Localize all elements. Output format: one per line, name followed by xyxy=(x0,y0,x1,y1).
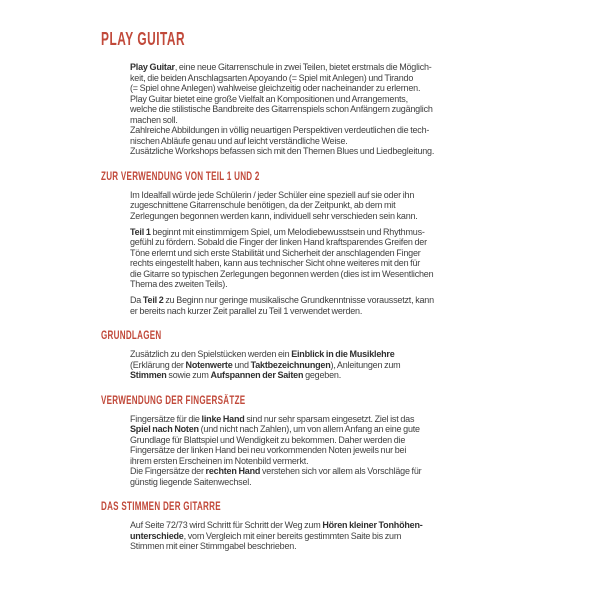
section-heading xyxy=(101,502,550,513)
section-heading-text: DAS STIMMEN DER GITARRE xyxy=(101,501,221,513)
section-heading-text: VERWENDUNG DER FINGERSÄTZE xyxy=(101,394,246,407)
section-verwendung-der-fingersaetze xyxy=(101,394,550,488)
page-title xyxy=(101,30,550,48)
body-paragraph: Da Teil 2 zu Beginn nur geringe musikalische Grundkenntnisse voraussetzt, kann er bereits nach kurzer Zeit parallel zu Teil 1 verwendet werden. xyxy=(130,295,434,316)
body-paragraph: Fingersätze für die linke Hand sind nur sehr sparsam eingesetzt. Ziel ist das Spiel nach Noten (und nicht nach Zahlen), um von allem Anfang an eine gute Grundlage für Blattspiel und Wendigkeit zu bekommen. Daher werden die Fingersätze der linken Hand bei neu vorkommenden Noten jeweils nur bei ihrem ersten Erscheinen im Notenbild vermerkt. Die Fingersätze der rechten Hand verstehen sich vor allem als Vorschläge für günstig liegende Saitenwechsel. xyxy=(130,413,422,487)
section-grundlagen xyxy=(101,330,550,381)
section-verwendung-teil-1-und-2 xyxy=(101,170,550,317)
section-heading-text: GRUNDLAGEN xyxy=(101,330,162,342)
body-paragraph: Teil 1 beginnt mit einstimmigem Spiel, um Melodiebewusstsein und Rhythmus- gefühl zu fördern. Sobald die Finger der linken Hand kraftsparendes Greifen der Töne erlernt und sich erste Stabilität und Sicherheit der anschlagenden Finger rechts eingestellt haben, kann aus technischer Sicht ohne weiteres mit den für die Gitarre so typischen Zerlegungen begonnen werden (dies ist im Wesentlichen Thema des zweiten Teils). xyxy=(130,226,434,289)
section-das-stimmen-der-gitarre xyxy=(101,501,550,552)
section-heading xyxy=(101,331,550,342)
body-paragraph: Zusätzlich zu den Spielstücken werden ein Einblick in die Musiklehre (Erklärung der Notenwerte und Taktbezeichnungen), Anleitungen zum Stimmen sowie zum Aufspannen der Saiten gegeben. xyxy=(130,349,401,380)
section-heading xyxy=(101,396,550,407)
body-paragraph: Auf Seite 72/73 wird Schritt für Schritt der Weg zum Hören kleiner Tonhöhen- unterschiede, vom Vergleich mit einer bereits gestimmten Saite bis zum Stimmen mit einer Stimmgabel beschrieben. xyxy=(130,520,423,551)
intro-paragraph: Play Guitar, eine neue Gitarrenschule in zwei Teilen, bietet erstmals die Möglich- keit, die beiden Anschlagsarten Apoyando (= Spiel mit Anlegen) und Tirando (= Spiel ohne Anlegen) wahlweise gleichzeitig oder nacheinander zu erlernen. Play Guitar bietet eine große Vielfalt an Kompositionen und Arrangements, welche die stilistische Bandbreite des Gitarrenspiels schon Anfängern zugänglich machen soll. Zahlreiche Abbildungen in völlig neuartigen Perspektiven verdeutlichen die tech- nischen Abläufe genau und auf leicht verständliche Weise. Zusätzliche Workshops befassen sich mit den Themen Blues und Liedbegleitung. xyxy=(130,62,435,156)
section-heading xyxy=(101,172,550,183)
section-intro xyxy=(130,62,550,157)
body-paragraph: Im Idealfall würde jede Schülerin / jeder Schüler eine speziell auf sie oder ihn zugeschnittene Gitarrenschule benötigen, da der Zeitpunkt, ab dem mit Zerlegungen begonnen werden kann, individuell sehr verschieden sein kann. xyxy=(130,189,418,221)
document-page xyxy=(101,29,550,557)
section-heading-text: ZUR VERWENDUNG VON TEIL 1 UND 2 xyxy=(101,170,260,183)
page-title-text: PLAY GUITAR xyxy=(101,29,186,49)
